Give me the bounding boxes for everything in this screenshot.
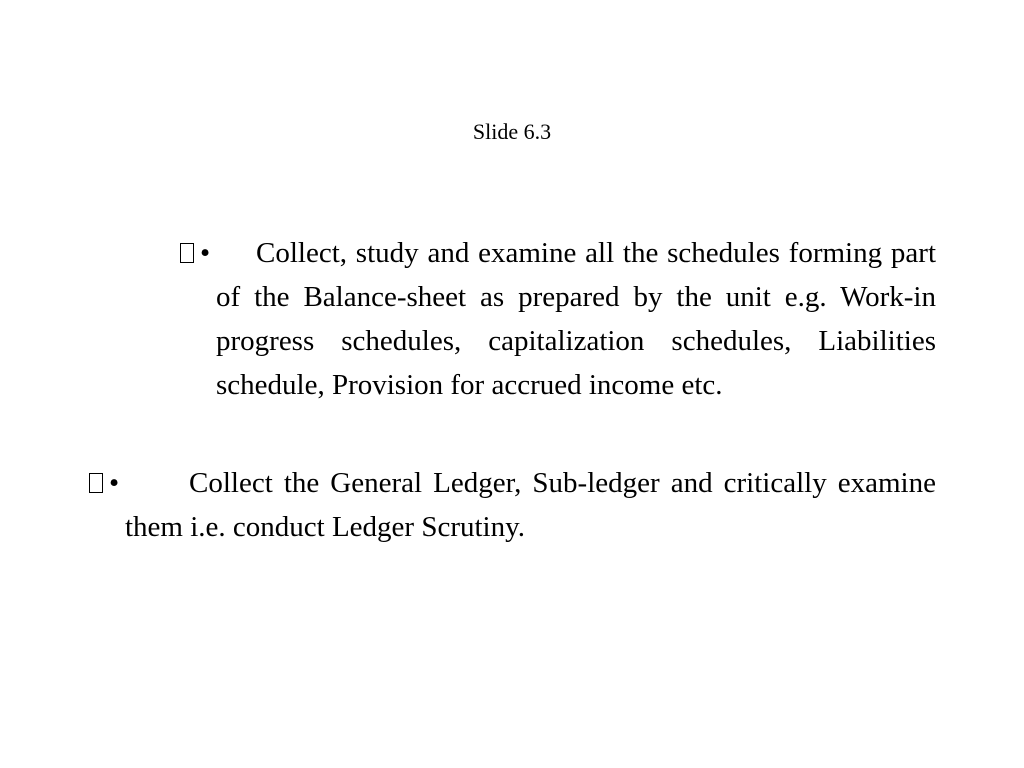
bullet-dot-icon: • bbox=[109, 467, 120, 499]
bullet-text: Collect, study and examine all the schedules forming part of the Balance-sheet as prepared by the unit e.g. Work-in progress schedules, capitalization schedules, Liabilities schedule, Provision for accrued income etc. bbox=[216, 237, 936, 401]
missing-glyph-icon bbox=[180, 243, 194, 263]
missing-glyph-icon bbox=[89, 473, 103, 493]
bullet-dot-icon: • bbox=[200, 237, 211, 269]
bullet-item bbox=[109, 461, 936, 549]
bullet-item bbox=[200, 231, 936, 407]
bullet-marker bbox=[89, 461, 189, 505]
bullet-text: Collect the General Ledger, Sub-ledger and critically examine them i.e. conduct Ledger Scrutiny. bbox=[125, 467, 936, 543]
bullet-marker bbox=[180, 231, 256, 275]
slide-title: Slide 6.3 bbox=[472, 119, 552, 144]
